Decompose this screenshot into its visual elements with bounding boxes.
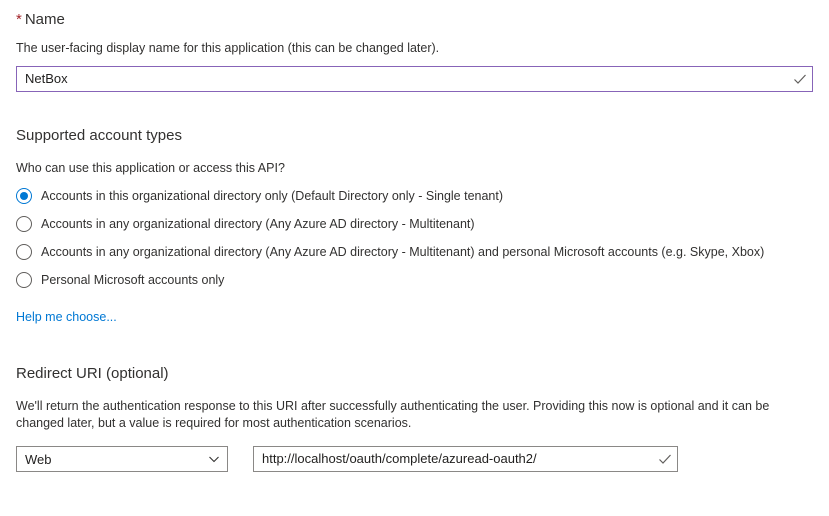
radio-option-multitenant-personal[interactable]	[16, 244, 813, 260]
checkmark-icon	[788, 72, 812, 86]
radio-option-personal-only[interactable]	[16, 272, 813, 288]
name-label-text: Name	[24, 11, 65, 28]
platform-select[interactable]	[16, 446, 228, 472]
radio-icon[interactable]	[16, 216, 32, 232]
redirect-uri-title: Redirect URI (optional)	[16, 365, 169, 382]
redirect-uri-row	[16, 446, 813, 472]
help-me-choose-link[interactable]: Help me choose...	[16, 310, 117, 324]
account-types-question: Who can use this application or access this API?	[16, 161, 285, 175]
required-asterisk: *	[16, 11, 22, 28]
radio-icon[interactable]	[16, 272, 32, 288]
name-input[interactable]	[16, 66, 813, 92]
radio-label: Accounts in any organizational directory (Any Azure AD directory - Multitenant)	[41, 217, 475, 231]
radio-label: Personal Microsoft accounts only	[41, 273, 225, 287]
supported-account-types-title: Supported account types	[16, 127, 182, 144]
platform-select-value: Web	[25, 451, 52, 467]
name-field-label	[16, 10, 813, 30]
radio-label: Accounts in any organizational directory (Any Azure AD directory - Multitenant) and personal Microsoft accounts (e.g. Skype, Xbox)	[41, 245, 765, 259]
redirect-uri-description: We'll return the authentication response to this URI after successfully authenticating the user. Providing this now is optional and it can be changed later, but a value is required for most authentication scenarios.	[16, 399, 770, 430]
redirect-uri-input-value[interactable]: http://localhost/oauth/complete/azuread-oauth2/	[262, 451, 537, 466]
radio-icon[interactable]	[16, 244, 32, 260]
checkmark-icon	[653, 452, 677, 466]
name-description: The user-facing display name for this application (this can be changed later).	[16, 41, 440, 55]
radio-option-multitenant[interactable]	[16, 216, 813, 232]
radio-icon[interactable]	[16, 188, 32, 204]
radio-label: Accounts in this organizational directory only (Default Directory only - Single tenant)	[41, 189, 504, 203]
account-types-radio-group[interactable]	[16, 188, 813, 288]
radio-option-single-tenant[interactable]	[16, 188, 813, 204]
redirect-uri-input[interactable]	[253, 446, 678, 472]
chevron-down-icon[interactable]	[201, 453, 227, 465]
name-input-value[interactable]: NetBox	[25, 71, 68, 86]
